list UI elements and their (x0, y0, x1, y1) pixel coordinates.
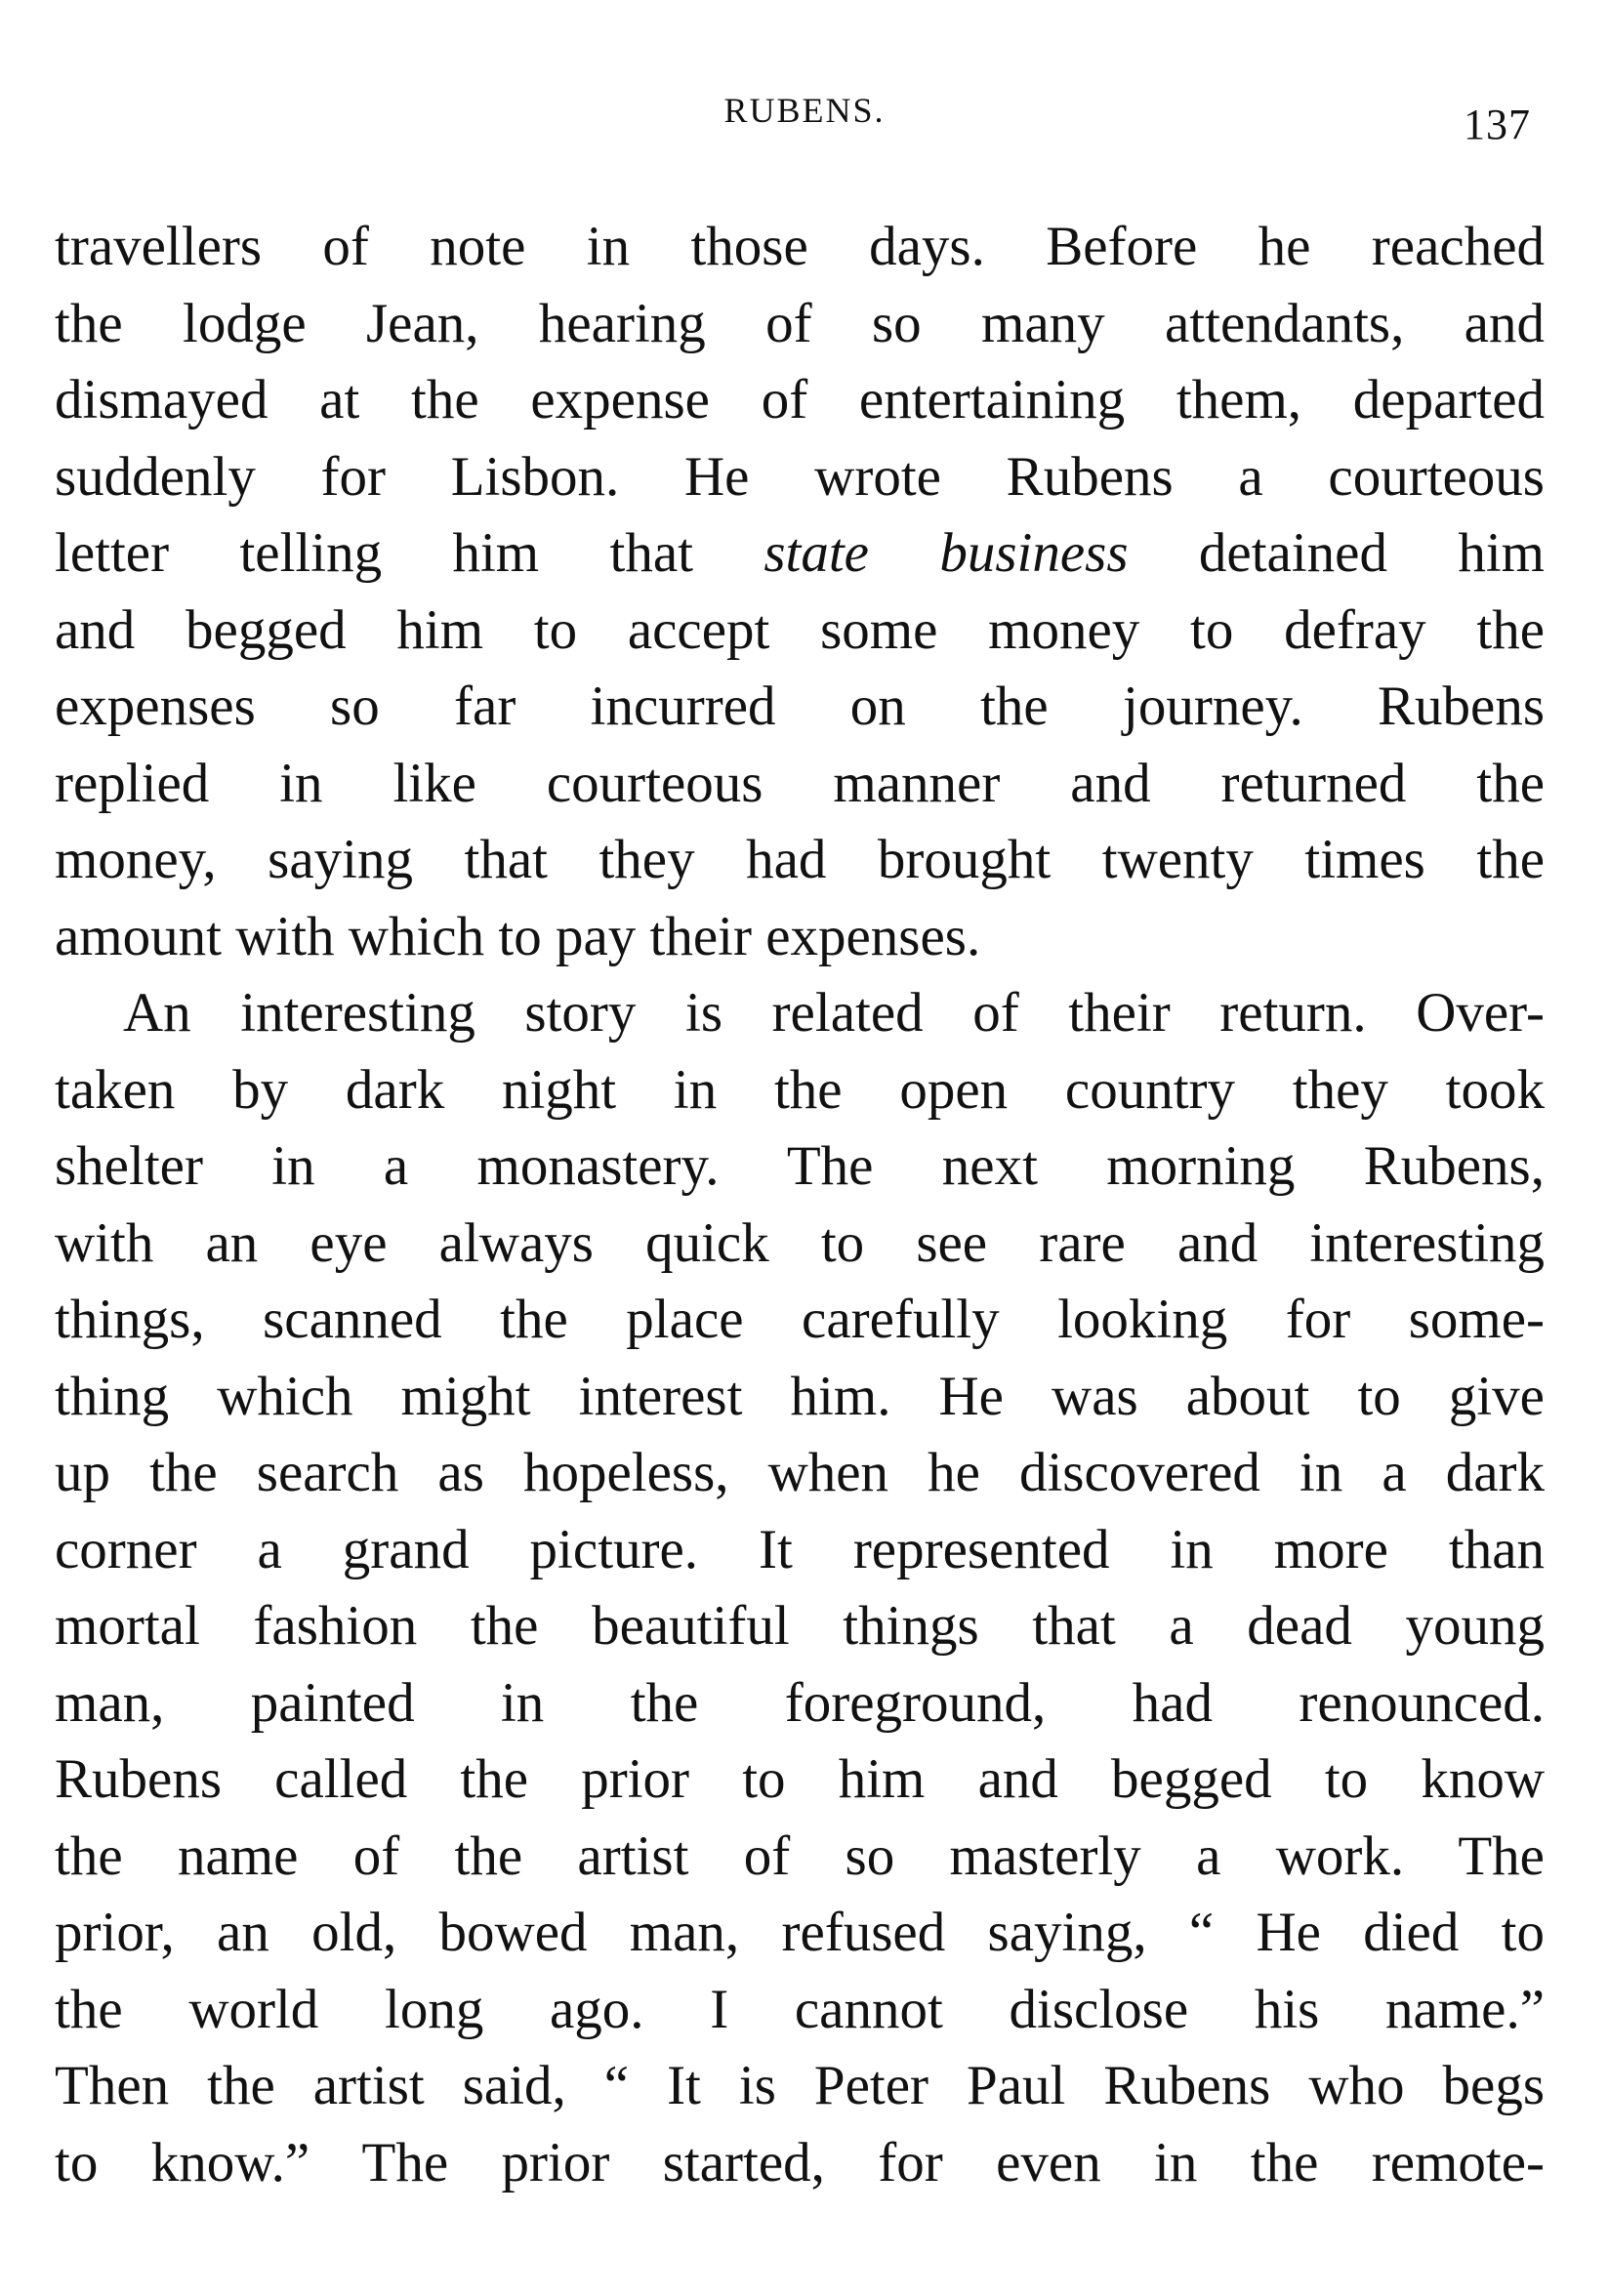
text-line: prior, an old, bowed man, refused saying, “ He died to (55, 1902, 1545, 1963)
text-line: the name of the artist of so masterly a work. The (55, 1824, 1545, 1887)
page-number: 137 (1464, 101, 1531, 148)
text-line: taken by dark night in the open country they took (55, 1058, 1545, 1121)
italic-phrase: state business (763, 522, 1129, 584)
text-line: replied in like courteous manner and returned the (55, 752, 1545, 814)
text-segment: detained him (1128, 522, 1545, 584)
paragraph (55, 975, 1545, 2201)
text-line: up the search as hopeless, when he discovered in a dark (55, 1442, 1545, 1503)
running-title: RUBENS. (723, 91, 886, 130)
text-line: the lodge Jean, hearing of so many attendants, and (55, 292, 1545, 354)
text-line: travellers of note in those days. Before he reached (55, 216, 1545, 277)
text-line: corner a grand picture. It represented in more than (55, 1518, 1545, 1580)
paragraph (55, 209, 1545, 975)
running-head (0, 90, 1609, 148)
text-line: money, saying that they had brought twenty times the (55, 829, 1545, 890)
text-line: Rubens called the prior to him and begged to know (55, 1748, 1545, 1810)
text-line: Then the artist said, “ It is Peter Paul Rubens who begs (55, 2055, 1545, 2116)
text-line: amount with which to pay their expenses. (55, 905, 981, 967)
text-line: thing which might interest him. He was about to give (55, 1365, 1545, 1427)
text-line: mortal fashion the beautiful things that a dead young (55, 1595, 1545, 1657)
text-segment: letter telling him that (55, 522, 764, 584)
text-line (55, 515, 1545, 593)
text-line: things, scanned the place carefully looking for some- (55, 1289, 1545, 1350)
text-line: with an eye always quick to see rare and interesting (55, 1211, 1545, 1274)
text-line: expenses so far incurred on the journey. Rubens (55, 676, 1545, 737)
text-line: An interesting story is related of their return. Over- (123, 982, 1545, 1044)
body-text (55, 209, 1545, 2201)
text-line: to know.” The prior started, for even in the remote- (55, 2131, 1545, 2194)
text-line: shelter in a monastery. The next morning Rubens, (55, 1135, 1545, 1197)
text-line: dismayed at the expense of entertaining them, departed (55, 369, 1545, 430)
text-line: and begged him to accept some money to defray the (55, 598, 1545, 661)
text-line: the world long ago. I cannot disclose his name.” (55, 1978, 1545, 2040)
text-line: suddenly for Lisbon. He wrote Rubens a courteous (55, 445, 1545, 508)
text-line: man, painted in the foreground, had renounced. (55, 1671, 1545, 1734)
